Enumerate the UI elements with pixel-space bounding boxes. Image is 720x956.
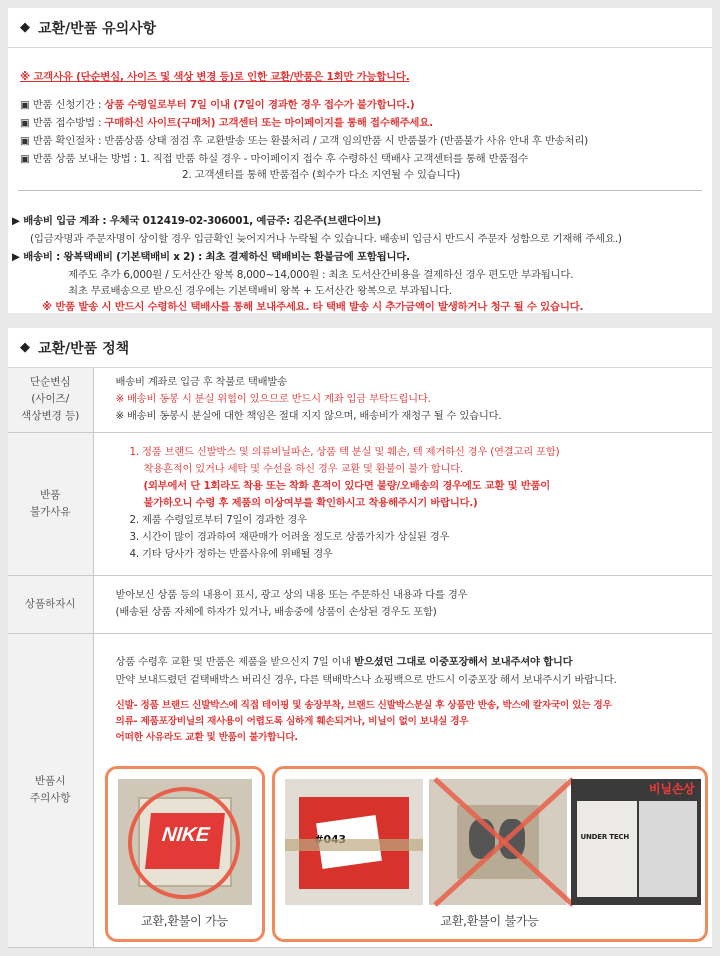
- caution-para-1: 상품 수령후 교환 및 반품은 제품을 받으신지 7일 이내 받으셨던 그대로 이중포장해서 보내주셔야 합니다: [115, 655, 573, 668]
- policy-header: [8, 328, 712, 368]
- photo-taped-box: [285, 779, 423, 905]
- row-content-defect: 받아보신 상품 등의 내용이 표시, 광고 상의 내용 또는 주문하신 내용과 다를 경우 (배송된 상품 자체에 하자가 있거나, 배송중에 상품이 손상된 경우도 포함): [93, 575, 712, 633]
- photo-ok-box: [118, 779, 252, 905]
- notice-item-method: ▣ 반품 접수방법 : 구매하신 사이트(구매처) 고객센터 또는 마이페이지를 통해 접수해주세요.: [20, 117, 433, 129]
- diamond-icon: ◆: [20, 340, 30, 355]
- row-label-caution: 반품시 주의사항: [8, 633, 93, 947]
- row-label-change: 단순변심 (사이즈/ 색상변경 등): [8, 368, 93, 432]
- ok-circle-icon: [128, 787, 240, 899]
- notice-item-send: ▣ 반품 상품 보내는 방법 : 1. 직접 반품 하실 경우 - 마이페이지 접수 후 수령하신 택배사 고객센터를 통해 반품접수: [20, 153, 528, 165]
- policy-row-caution: [8, 633, 712, 947]
- diamond-icon: ◆: [20, 20, 30, 35]
- row-label-unable: 반품 불가사유: [8, 432, 93, 575]
- notice-warning: ※ 고객사유 (단순변심, 사이즈 및 색상 변경 등)로 인한 교환/반품은 1회만 가능합니다.: [20, 71, 410, 83]
- vinyl-damage-label: 비닐손상: [648, 781, 695, 796]
- policy-row-unable: [8, 432, 712, 575]
- fee-line-2: 최초 무료배송으로 받으신 경우에는 기본택배비 왕복 + 도서산간 왕복으로 부과됩니다.: [68, 285, 452, 297]
- notice-title: 교환/반품 유의사항: [38, 20, 157, 37]
- policy-row-change: [8, 368, 712, 432]
- row-label-defect: 상품하자시: [8, 575, 93, 633]
- row-content-change: 배송비 계좌로 입금 후 착불로 택배발송 ※ 배송비 동봉 시 분실 위험이 있으므로 반드시 계좌 입금 부탁드립니다. ※ 배송비 동봉시 분실에 대한 책임은 절대 지지 않으며, 배송비가 재청구 될 수 있습니다.: [93, 368, 712, 432]
- fee-line-1: 제주도 추가 6,000원 / 도서산간 왕복 8,000~14,000원 : 최초 도서산간비용을 결제하신 경우 편도만 부과됩니다.: [68, 269, 574, 281]
- caution-para-2: 만약 보내드렸던 겉택배박스 버리신 경우, 다른 택배박스나 쇼핑백으로 반드시 이중포장 해서 보내주시기 바랍니다.: [115, 673, 617, 686]
- fee-warning: ※ 반품 발송 시 반드시 수령하신 택배사를 통해 보내주세요. 타 택배 발송 시 추가금액이 발생하거나 청구 될 수 있습니다.: [42, 301, 584, 313]
- row-content-unable: 1. 정품 브랜드 신발박스 및 의류비닐파손, 상품 텍 분실 및 훼손, 텍 제거하신 경우 (연결고리 포함) 착용흔적이 있거나 세탁 및 수선을 하신 경우 교환 및 환불이 불가 합니다. (외부에서 단 1회라도 착용 또는 착화 흔적이 있다면 불량/오배송의 경우에도 교환 및 반품이 불가하오니 수령 후 제품의 이상여부를 확인하시고 착용해주시기 바랍니다.) 2. 제품 수령일로부터 7일이 경과한 경우 3. 시간이 많이 경과하여 재판매가 어려울 정도로 상품가치가 상실된 경우 4. 기타 당사가 정하는 반품사유에 위배될 경우: [93, 432, 712, 575]
- notice-section: [8, 8, 712, 313]
- account-info: ▶ 배송비 입금 계좌 : 우체국 012419-02-306001, 예금주: 김은주(브랜다이브): [12, 215, 382, 227]
- photo-group-no: [272, 766, 708, 942]
- caution-restrictions: 신발- 정품 브랜드 신발박스에 직접 테이핑 및 송장부착, 브랜드 신발박스분실 후 상품만 반송, 박스에 칼자국이 있는 경우 의류- 제품포장비닐의 재사용이 어렵도록 심하게 훼손되거나, 비닐이 없이 보내실 경우 어떠한 사유라도 교환 및 반품이 불가합니다.: [115, 699, 612, 743]
- policy-table: [8, 368, 712, 948]
- photo-vinyl: [571, 779, 701, 905]
- notice-item-send-cont: 2. 고객센터를 통해 반품접수 (회수가 다소 지연될 수 있습니다): [182, 169, 461, 181]
- row-content-caution: [93, 633, 712, 947]
- x-mark-icon: [429, 773, 579, 911]
- policy-section: [8, 328, 712, 948]
- photo-group-ok: [105, 766, 265, 942]
- notice-header: [8, 8, 712, 48]
- nike-logo: NIKE: [160, 823, 210, 846]
- bag-brand: UNDER TECH: [580, 832, 630, 841]
- caption-ok: 교환,환불이 가능: [141, 913, 228, 928]
- policy-row-defect: [8, 575, 712, 633]
- policy-title: 교환/반품 정책: [38, 340, 130, 357]
- caption-no: 교환,환불이 불가능: [440, 913, 539, 928]
- account-note: (입금자명과 주문자명이 상이할 경우 입금확인 늦어지거나 누락될 수 있습니다. 배송비 입금시 반드시 주문자 성함으로 기재해 주세요.): [30, 233, 622, 245]
- notice-item-period: ▣ 반품 신청기간 : 상품 수령일로부터 7일 이내 (7일이 경과한 경우 접수가 불가합니다.): [20, 99, 415, 111]
- notice-item-process: ▣ 반품 확인절차 : 반품상품 상태 점검 후 교환발송 또는 환불처리 / 고객 임의반품 시 반품불가 (반품불가 사유 안내 후 반송처리): [20, 135, 589, 147]
- fee-info: ▶ 배송비 : 왕복택배비 (기본택배비 x 2) : 최초 결제하신 택배비는 환불금에 포함됩니다.: [12, 251, 410, 263]
- notice-divider: [18, 190, 702, 191]
